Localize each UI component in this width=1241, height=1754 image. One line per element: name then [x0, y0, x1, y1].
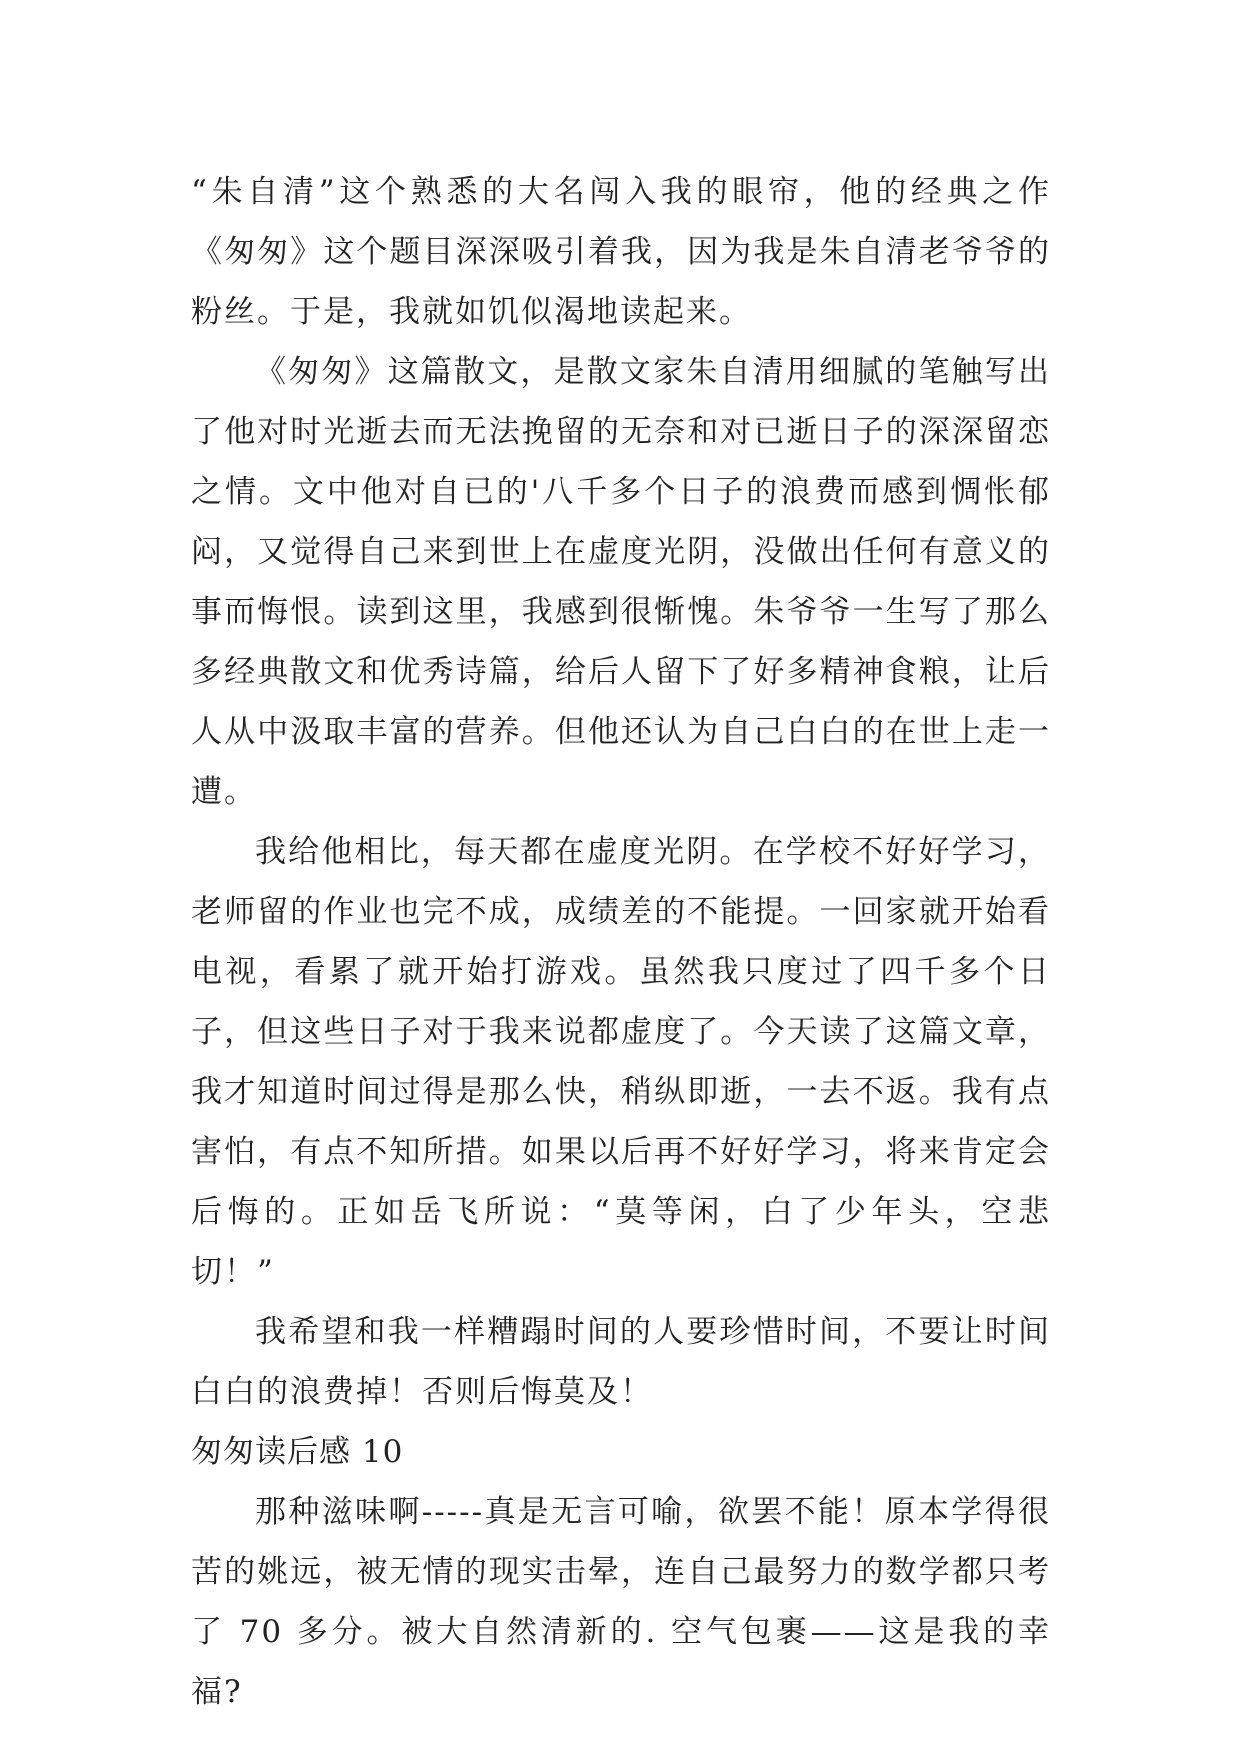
section-heading: 匆匆读后感 10 [191, 1434, 404, 1470]
document-body [191, 162, 1051, 1722]
paragraph-section-start: 那种滋味啊-----真是无言可喻，欲罢不能！原本学得很苦的姚远，被无情的现实击晕，连自己最努力的数学都只考了 70 多分。被大自然清新的. 空气包裹——这是我的幸福? [191, 1494, 1051, 1710]
paragraph-essay-summary: 《匆匆》这篇散文，是散文家朱自清用细腻的笔触写出了他对时光逝去而无法挽留的无奈和对已逝日子的深深留恋之情。文中他对自已的'八千多个日子的浪费而感到惆怅郁闷，又觉得自己来到世上在虚度光阴，没做出任何有意义的事而悔恨。读到这里，我感到很惭愧。朱爷爷一生写了那么多经典散文和优秀诗篇，给后人留下了好多精神食粮，让后人从中汲取丰富的营养。但他还认为自己白白的在世上走一遭。 [191, 354, 1051, 810]
paragraph-intro: “朱自清”这个熟悉的大名闯入我的眼帘，他的经典之作《匆匆》这个题目深深吸引着我，因为我是朱自清老爷爷的粉丝。于是，我就如饥似渴地读起来。 [191, 174, 1051, 330]
paragraph-hope: 我希望和我一样糟蹋时间的人要珍惜时间，不要让时间白白的浪费掉！否则后悔莫及！ [191, 1314, 1051, 1410]
paragraph-self-reflection: 我给他相比，每天都在虚度光阴。在学校不好好学习，老师留的作业也完不成，成绩差的不能提。一回家就开始看电视，看累了就开始打游戏。虽然我只度过了四千多个日子，但这些日子对于我来说都虚度了。今天读了这篇文章，我才知道时间过得是那么快，稍纵即逝，一去不返。我有点害怕，有点不知所措。如果以后再不好好学习，将来肯定会后悔的。正如岳飞所说：“莫等闲，白了少年头，空悲切！” [191, 834, 1051, 1290]
